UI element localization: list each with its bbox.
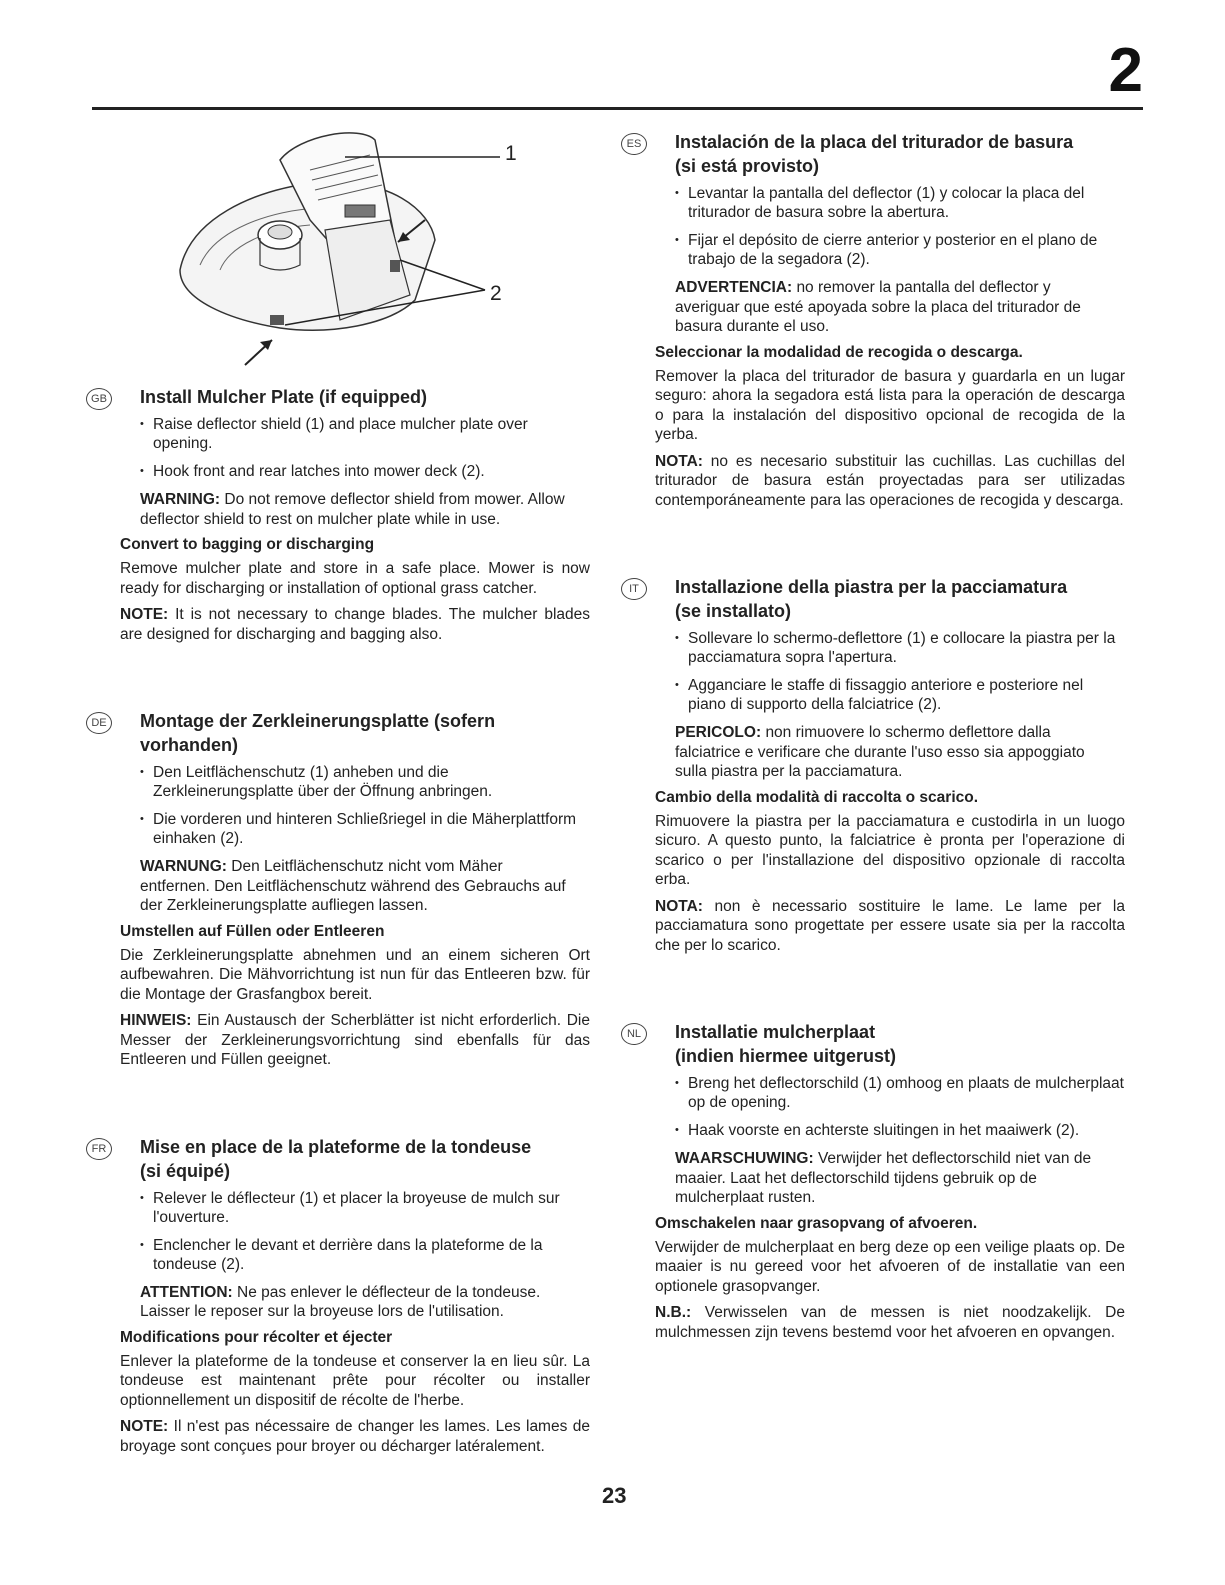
lang-badge-gb: GB: [86, 388, 112, 410]
callout-2: 2: [490, 282, 502, 305]
bullet-list: [140, 763, 590, 848]
section-fr: [91, 1135, 590, 1457]
section-title: Mise en place de la plateforme de la tondeuse (si équipé): [140, 1136, 532, 1181]
section-gb: [91, 385, 591, 644]
list-item: • Haak voorste en achterste sluitingen in het maaiwerk (2).: [675, 1121, 1125, 1140]
list-item: • Breng het deflectorschild (1) omhoog en plaats de mulcherplaat op de opening.: [675, 1074, 1125, 1112]
bullet-list: [140, 1189, 590, 1274]
note: HINWEIS: Ein Austausch der Scherblätter ist nicht erforderlich. Die Messer der Zerkleinerungsvorrichtung sind ebenfalls für das Entleeren und Füllen geeignet.: [120, 1012, 590, 1068]
subheading: Cambio della modalità di raccolta o scarico.: [655, 788, 979, 806]
list-item: • Raise deflector shield (1) and place mulcher plate over opening.: [140, 415, 590, 453]
right-column: [626, 130, 1125, 1349]
lang-badge-es: ES: [621, 133, 647, 155]
mulcher-plate-illustration: [160, 120, 530, 375]
warning: ADVERTENCIA: no remover la pantalla del deflector y averiguar que esté apoyada sobre la placa del triturador de basura durante el uso.: [675, 279, 1081, 335]
bullet-list: [675, 1074, 1125, 1140]
section-title: Montage der Zerkleinerungsplatte (sofern vorhanden): [140, 711, 496, 755]
list-item: • Relever le déflecteur (1) et placer la broyeuse de mulch sur l'ouverture.: [140, 1189, 590, 1227]
lang-badge-de: DE: [86, 712, 112, 734]
paragraph: Verwijder de mulcherplaat en berg deze op een veilige plaats op. De maaier is nu gereed voor het afvoeren of de installatie van een optionele grasopvanger.: [655, 1238, 1125, 1295]
note: NOTE: Il n'est pas nécessaire de changer les lames. Les lames de broyage sont conçues pour broyer ou décharger latéralement.: [120, 1418, 590, 1455]
paragraph: Enlever la plateforme de la tondeuse et conserver la en lieu sûr. La tondeuse est maintenant prête pour récolter ou installer optionnellement un dispositif de récolte de l'herbe.: [120, 1352, 590, 1409]
note: N.B.: Verwisselen van de messen is niet noodzakelijk. De mulchmessen zijn tevens bestemd voor het afvoeren en opvangen.: [655, 1304, 1125, 1341]
paragraph: Rimuovere la piastra per la pacciamatura e custodirla in un luogo sicuro. A questo punto, la falciatrice è pronta per l'operazione di scarico o per l'installazione del dispositivo opzionale di raccolta erba.: [655, 812, 1125, 888]
left-column: [91, 385, 591, 1463]
lang-badge-nl: NL: [621, 1023, 647, 1045]
warning: WARNING: Do not remove deflector shield from mower. Allow deflector shield to rest on mulcher plate while in use.: [140, 491, 565, 528]
warning: WARNUNG: Den Leitflächenschutz nicht vom Mäher entfernen. Den Leitflächenschutz während des Gebrauchs auf der Zerkleinerungsplatte aufliegen lassen.: [140, 858, 566, 914]
note: NOTA: no es necesario substituir las cuchillas. Las cuchillas del triturador de basura están proyectadas para ser utilizadas contemporáneamente para las operaciones de recogida y descarga.: [655, 452, 1125, 509]
callout-1: 1: [505, 142, 517, 165]
subheading: Seleccionar la modalidad de recogida o descarga.: [655, 343, 1023, 361]
subheading: Omschakelen naar grasopvang of afvoeren.: [655, 1214, 978, 1232]
lang-badge-fr: FR: [86, 1138, 112, 1160]
warning: ATTENTION: Ne pas enlever le déflecteur de la tondeuse. Laisser le reposer sur la broyeuse lors de l'utilisation.: [140, 1283, 541, 1320]
list-item: • Levantar la pantalla del deflector (1) y colocar la placa del triturador de basura sobre la abertura.: [675, 184, 1125, 222]
bullet-list: [675, 629, 1125, 714]
list-item: • Den Leitflächenschutz (1) anheben und die Zerkleinerungsplatte über der Öffnung anbringen.: [140, 763, 590, 801]
section-title: Installazione della piastra per la pacciamatura (se installato): [675, 577, 1068, 621]
list-item: • Fijar el depósito de cierre anterior y posterior en el plano de trabajo de la segadora (2).: [675, 231, 1125, 269]
section-nl: [626, 1020, 1125, 1342]
chapter-number: 2: [1108, 36, 1143, 105]
paragraph: Die Zerkleinerungsplatte abnehmen und an einem sicheren Ort aufbewahren. Die Mähvorrichtung ist nun für das Entleeren bzw. für die Montage der Grasfangbox bereit.: [120, 946, 590, 1003]
header-rule: [92, 107, 1143, 110]
subheading: Modifications pour récolter et éjecter: [120, 1328, 393, 1346]
list-item: • Agganciare le staffe di fissaggio anteriore e posteriore nel piano di supporto della falciatrice (2).: [675, 676, 1125, 714]
warning: PERICOLO: non rimuovere lo schermo deflettore dalla falciatrice e verificare che durante l'uso esso sia appoggiato sulla piastra per la pacciamatura.: [675, 724, 1085, 780]
paragraph: Remover la placa del triturador de basura y guardarla en un lugar seguro: ahora la segadora está lista para la operación de descarga o para la instalación del dispositivo opcional de recogida de la yerba.: [655, 367, 1125, 443]
lang-badge-it: IT: [621, 578, 647, 600]
list-item: • Enclencher le devant et derrière dans la plateforme de la tondeuse (2).: [140, 1236, 590, 1274]
bullet-list: [140, 415, 590, 481]
section-de: [91, 709, 590, 1070]
list-item: • Sollevare lo schermo-deflettore (1) e collocare la piastra per la pacciamatura sopra l'apertura.: [675, 629, 1125, 667]
warning: WAARSCHUWING: Verwijder het deflectorschild niet van de maaier. Laat het deflectorschild tijdens gebruik op de mulcherplaat rusten.: [675, 1150, 1092, 1206]
subheading: Umstellen auf Füllen oder Entleeren: [120, 922, 385, 940]
section-es: [626, 130, 1125, 510]
paragraph: Remove mulcher plate and store in a safe place. Mower is now ready for discharging or installation of optional grass catcher.: [120, 560, 590, 597]
bullet-list: [675, 184, 1125, 269]
section-title: Instalación de la placa del triturador de basura (si está provisto): [675, 132, 1074, 176]
list-item: • Hook front and rear latches into mower deck (2).: [140, 462, 590, 481]
section-title: Installatie mulcherplaat (indien hiermee uitgerust): [675, 1022, 897, 1066]
page-number: 23: [602, 1483, 627, 1508]
note: NOTA: non è necessario sostituire le lame. Le lame per la pacciamatura sono progettate per essere usate sia per la raccolta che per lo scarico.: [655, 897, 1125, 954]
section-title: Install Mulcher Plate (if equipped): [140, 387, 428, 407]
section-it: [629, 575, 1125, 955]
list-item: • Die vorderen und hinteren Schließriegel in die Mäherplattform einhaken (2).: [140, 810, 590, 848]
note: NOTE: It is not necessary to change blades. The mulcher blades are designed for discharging and bagging also.: [120, 606, 591, 643]
subheading: Convert to bagging or discharging: [120, 536, 375, 553]
